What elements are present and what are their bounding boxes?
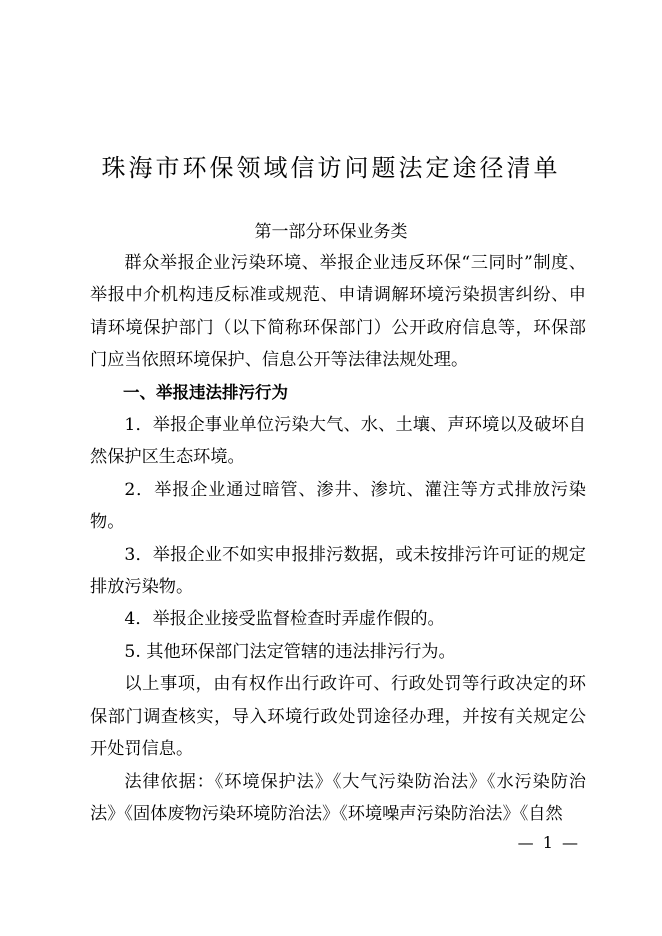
list-item: 5. 其他环保部门法定管辖的违法排污行为。	[124, 641, 456, 662]
list-item: 3．举报企业不如实申报排污数据，或未按排污许可证的规定排放污染物。	[90, 544, 586, 598]
list-item: 4．举报企业接受监督检查时弄虚作假的。	[124, 609, 445, 630]
page-number: — 1 —	[517, 833, 580, 852]
body-paragraph: 以上事项，由有权作出行政许可、行政处罚等行政决定的环保部门调查核实，导入环境行政处罚途径办理，并按有关规定公开处罚信息。	[90, 674, 586, 760]
legal-basis-paragraph: 法律依据：《环境保护法》《大气污染防治法》《水污染防治法》《固体废物污染环境防治法》《环境噪声污染防治法》《自然	[90, 771, 586, 824]
section-heading: 一、举报违法排污行为	[123, 382, 288, 402]
document-title: 珠海市环保领域信访问题法定途径清单	[101, 154, 561, 182]
list-item: 2．举报企业通过暗管、渗井、渗坑、灌注等方式排放污染物。	[90, 479, 586, 533]
intro-paragraph: 群众举报企业污染环境、举报企业违反环保“三同时”制度、举报中介机构违反标准或规范、申请调解环境污染损害纠纷、申请环境保护部门（以下简称环保部门）公开政府信息等，环保部门应当依照环境保护、信息公开等法律法规处理。	[90, 253, 586, 371]
document-body	[90, 247, 586, 830]
section-title: 第一部分环保业务类	[254, 222, 408, 242]
list-item: 1．举报企事业单位污染大气、水、土壤、声环境以及破坏自然保护区生态环境。	[90, 415, 586, 468]
